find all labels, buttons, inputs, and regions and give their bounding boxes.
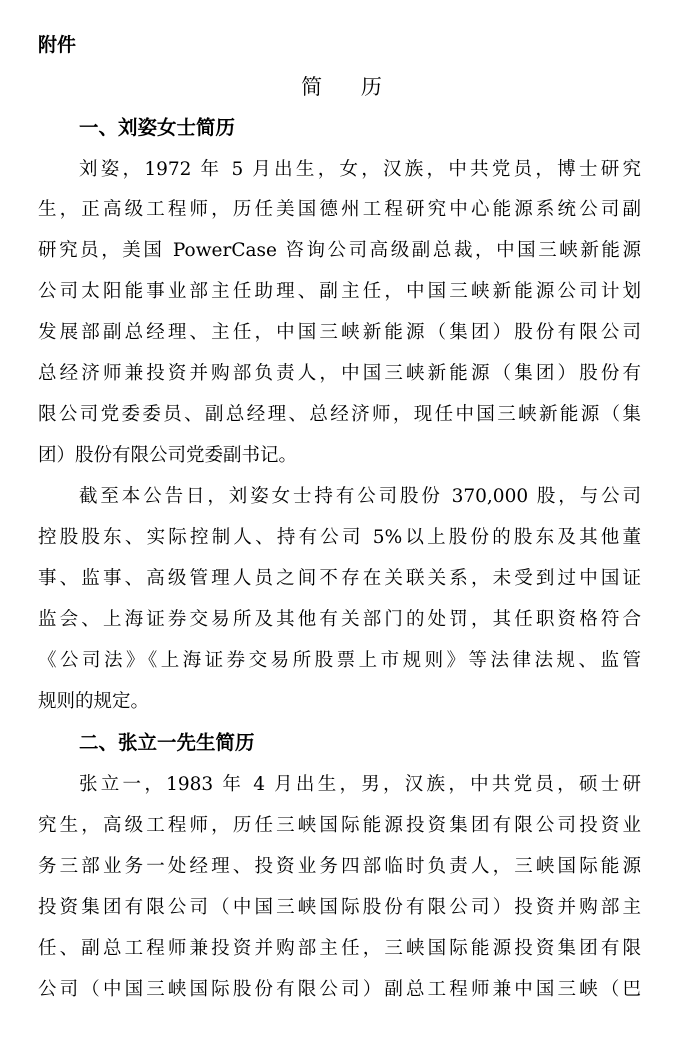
text-line: 张立一，1983 年 4 月出生，男，汉族，中共党员，硕士研 [79,774,641,795]
text-line: 《公司法》《上海证券交易所股票上市规则》等法律法规、监管 [38,650,641,671]
text-line: 刘姿，1972 年 5 月出生，女，汉族，中共党员，博士研究 [79,159,641,180]
text-line: 研究员，美国 PowerCase 咨询公司高级副总裁，中国三峡新能源 [38,240,641,261]
text-line: 监会、上海证券交易所及其他有关部门的处罚，其任职资格符合 [38,609,641,630]
attachment-label: 附件 [38,34,77,56]
text-line: 究生，高级工程师，历任三峡国际能源投资集团有限公司投资业 [38,815,641,836]
text-line: 团）股份有限公司党委副书记。 [38,445,298,466]
text-line: 发展部副总经理、主任，中国三峡新能源（集团）股份有限公司 [38,322,641,343]
text-line: 生，正高级工程师，历任美国德州工程研究中心能源系统公司副 [38,199,641,220]
text-line: 截至本公告日，刘姿女士持有公司股份 370,000 股，与公司 [79,486,641,507]
text-line: 总经济师兼投资并购部负责人，中国三峡新能源（集团）股份有 [38,363,641,384]
text-line: 投资集团有限公司（中国三峡国际股份有限公司）投资并购部主 [38,897,641,918]
text-line: 事、监事、高级管理人员之间不存在关联关系，未受到过中国证 [38,568,641,589]
text-line: 任、副总工程师兼投资并购部主任，三峡国际能源投资集团有限 [38,938,641,959]
section-heading-liu-zi: 一、刘姿女士简历 [79,116,236,139]
text-line: 限公司党委委员、副总经理、总经济师，现任中国三峡新能源（集 [38,404,641,425]
text-line: 公司（中国三峡国际股份有限公司）副总工程师兼中国三峡（巴 [38,979,641,1000]
text-line: 务三部业务一处经理、投资业务四部临时负责人，三峡国际能源 [38,856,641,877]
section-heading-zhang-liyi: 二、张立一先生简历 [79,731,255,754]
text-line: 公司太阳能事业部主任助理、副主任，中国三峡新能源公司计划 [38,281,641,302]
document-title: 简 历 [301,75,398,99]
text-line: 控股股东、实际控制人、持有公司 5%以上股份的股东及其他董 [38,527,641,548]
text-line: 规则的规定。 [38,691,150,712]
